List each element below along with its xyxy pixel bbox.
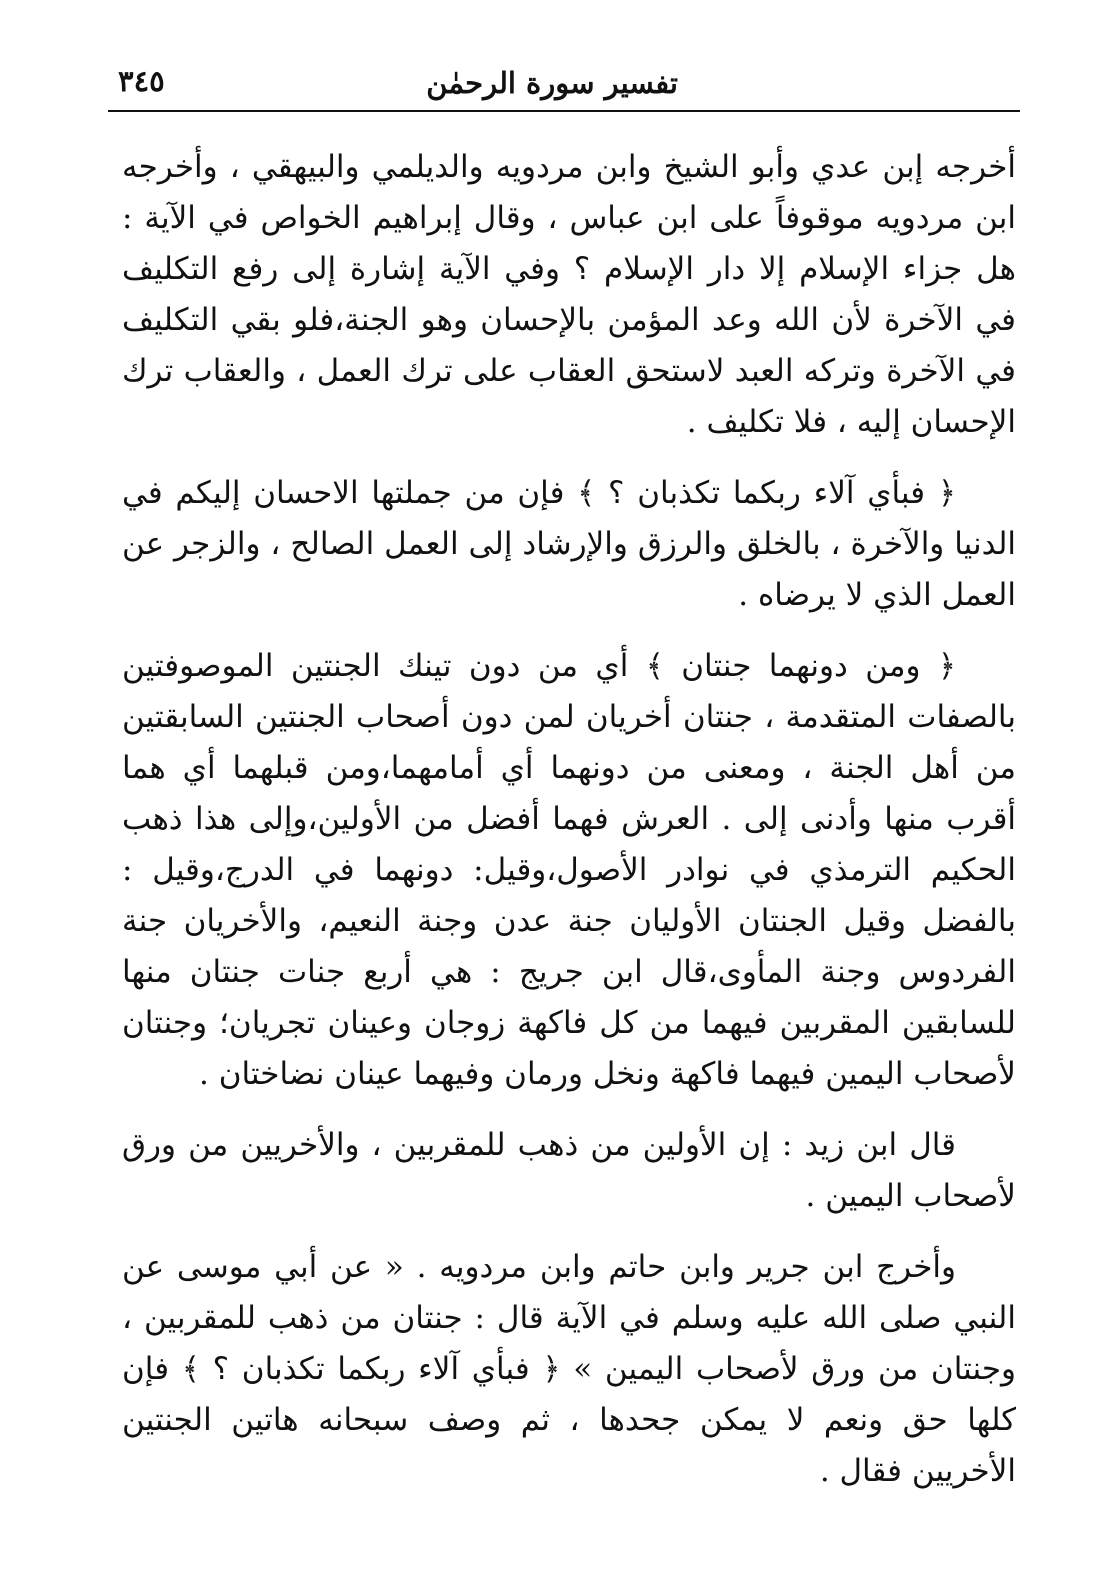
paragraph-gap: [122, 1100, 1016, 1120]
page-number: ٣٤٥: [118, 64, 165, 98]
paragraph-1: أخرجه إبن عدي وأبو الشيخ وابن مردويه والديلمي والبيهقي ، وأخرجه ابن مردويه موقوفاً على ابن عباس ، وقال إبراهيم الخواص في الآية : هل جزاء الإسلام إلا دار الإسلام ؟ وفي الآية إشارة إلى رفع التكليف في الآخرة لأن الله وعد المؤمن بالإحسان وهو الجنة،فلو بقي التكليف في الآخرة وتركه العبد لاستحق العقاب على ترك العمل ، والعقاب ترك الإحسان إليه ، فلا تكليف .: [122, 149, 1016, 440]
paragraph-gap: [122, 448, 1016, 468]
paragraph-gap: [122, 1222, 1016, 1242]
paragraph-3: ﴿ ومن دونهما جنتان ﴾ أي من دون تينك الجنتين الموصوفتين بالصفات المتقدمة ، جنتان أخريان لمن دون أصحاب الجنتين السابقتين من أهل الجنة ، ومعنى من دونهما أي أمامهما،ومن قبلهما أي هما أقرب منها وأدنى إلى . العرش فهما أفضل من الأولين،وإلى هذا ذهب الحكيم الترمذي في نوادر الأصول،وقيل: دونهما في الدرج،وقيل : بالفضل وقيل الجنتان الأوليان جنة عدن وجنة النعيم، والأخريان جنة الفردوس وجنة المأوى،قال ابن جريج : هي أربع جنات جنتان منها للسابقين المقربين فيهما من كل فاكهة زوجان وعينان تجريان؛ وجنتان لأصحاب اليمين فيهما فاكهة ونخل ورمان وفيهما عينان نضاختان .: [122, 648, 1016, 1092]
main-text: [122, 142, 1016, 1497]
paragraph-gap: [122, 621, 1016, 641]
paragraph-2: ﴿ فبأي آلاء ربكما تكذبان ؟ ﴾ فإن من جملتها الاحسان إليكم في الدنيا والآخرة ، بالخلق والرزق والإرشاد إلى العمل الصالح ، والزجر عن العمل الذي لا يرضاه .: [122, 475, 1016, 613]
page-header: [118, 56, 1018, 108]
header-rule: [108, 110, 1020, 112]
paragraph-5: وأخرج ابن جرير وابن حاتم وابن مردويه . « عن أبي موسى عن النبي صلى الله عليه وسلم في الآية قال : جنتان من ذهب للمقربين ، وجنتان من ورق لأصحاب اليمين » ﴿ فبأي آلاء ربكما تكذبان ؟ ﴾ فإن كلها حق ونعم لا يمكن جحدها ، ثم وصف سبحانه هاتين الجنتين الأخريين فقال .: [122, 1249, 1016, 1489]
paragraph-4: قال ابن زيد : إن الأولين من ذهب للمقربين ، والأخريين من ورق لأصحاب اليمين .: [122, 1127, 1016, 1214]
running-title: تفسير سورة الرحمٰن: [426, 66, 678, 100]
